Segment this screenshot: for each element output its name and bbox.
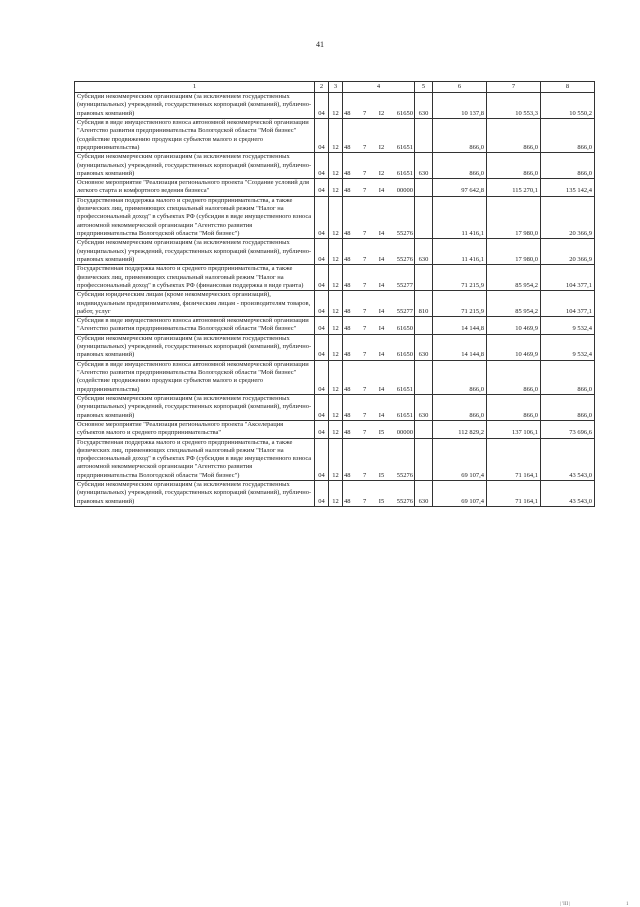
- target-article-code: [343, 93, 415, 119]
- amount-col7: 866,0: [487, 394, 541, 420]
- code-part: I4: [378, 411, 385, 419]
- column-header: 4: [343, 82, 415, 93]
- expense-type-code: [415, 179, 433, 197]
- target-article-code: [343, 420, 415, 438]
- table-row: [75, 394, 595, 420]
- subsection-code: 12: [329, 196, 343, 239]
- code-part: 48: [344, 307, 351, 315]
- code-part: 48: [344, 325, 351, 333]
- section-code: 04: [315, 265, 329, 291]
- column-header: 8: [541, 82, 595, 93]
- row-name: Субсидии некоммерческим организациям (за исключением государственных (муниципальных) учреждений, государственных корпораций (компаний), публично-правовых компаний): [75, 334, 315, 360]
- amount-col7: 85 954,2: [487, 291, 541, 317]
- amount-col8: 866,0: [541, 360, 595, 394]
- expense-type-code: 630: [415, 239, 433, 265]
- amount-col8: 10 550,2: [541, 93, 595, 119]
- code-part: I4: [378, 255, 385, 263]
- subsection-code: 12: [329, 265, 343, 291]
- section-code: 04: [315, 118, 329, 152]
- amount-col8: 9 532,4: [541, 334, 595, 360]
- code-part: I2: [378, 109, 385, 117]
- code-part: 61650: [396, 351, 413, 359]
- column-header: 6: [433, 82, 487, 93]
- amount-col6: 69 107,4: [433, 481, 487, 507]
- code-part: I4: [378, 385, 385, 393]
- code-part: 7: [363, 281, 367, 289]
- code-part: 61650: [396, 109, 413, 117]
- target-article-code: [343, 438, 415, 481]
- code-part: I4: [378, 351, 385, 359]
- amount-col6: 69 107,4: [433, 438, 487, 481]
- expense-type-code: [415, 360, 433, 394]
- amount-col6: 14 144,8: [433, 317, 487, 335]
- section-code: 04: [315, 317, 329, 335]
- amount-col8: 104 377,1: [541, 265, 595, 291]
- section-code: 04: [315, 239, 329, 265]
- subsection-code: 12: [329, 481, 343, 507]
- amount-col8: 20 366,9: [541, 239, 595, 265]
- amount-col7: 115 270,1: [487, 179, 541, 197]
- subsection-code: 12: [329, 239, 343, 265]
- budget-table: [74, 81, 595, 507]
- amount-col6: 866,0: [433, 360, 487, 394]
- code-part: 55276: [396, 471, 413, 479]
- subsection-code: 12: [329, 118, 343, 152]
- table-row: [75, 438, 595, 481]
- section-code: 04: [315, 179, 329, 197]
- target-article-code: [343, 153, 415, 179]
- code-part: 48: [344, 187, 351, 195]
- table-row: [75, 265, 595, 291]
- row-name: Субсидия в виде имущественного взноса автономной некоммерческой организации "Агентство развития предпринимательства Вологодской области "Мой бизнес" (содействие продвижению продукции субъектов малого и среднего предпринимательства): [75, 360, 315, 394]
- code-part: 55276: [396, 497, 413, 505]
- code-part: I4: [378, 325, 385, 333]
- target-article-code: [343, 481, 415, 507]
- code-part: 7: [363, 187, 367, 195]
- code-part: I4: [378, 281, 385, 289]
- section-code: 04: [315, 360, 329, 394]
- page-number: 41: [316, 40, 324, 49]
- code-part: 61651: [396, 385, 413, 393]
- subsection-code: 12: [329, 93, 343, 119]
- code-part: I4: [378, 307, 385, 315]
- code-part: I4: [378, 187, 385, 195]
- amount-col8: 866,0: [541, 118, 595, 152]
- section-code: 04: [315, 394, 329, 420]
- code-part: 48: [344, 497, 351, 505]
- target-article-code: [343, 317, 415, 335]
- table-row: [75, 317, 595, 335]
- subsection-code: 12: [329, 438, 343, 481]
- row-name: Субсидии некоммерческим организациям (за исключением государственных (муниципальных) учреждений, государственных корпораций (компаний), публично-правовых компаний): [75, 153, 315, 179]
- code-part: 7: [363, 255, 367, 263]
- code-part: 61651: [396, 143, 413, 151]
- code-part: 48: [344, 109, 351, 117]
- row-name: Субсидии некоммерческим организациям (за исключением государственных (муниципальных) учреждений, государственных корпораций (компаний), публично-правовых компаний): [75, 481, 315, 507]
- expense-type-code: 630: [415, 153, 433, 179]
- expense-type-code: [415, 438, 433, 481]
- row-name: Субсидии некоммерческим организациям (за исключением государственных (муниципальных) учреждений, государственных корпораций (компаний), публично-правовых компаний): [75, 394, 315, 420]
- amount-col6: 866,0: [433, 118, 487, 152]
- amount-col6: 10 137,8: [433, 93, 487, 119]
- amount-col8: 135 142,4: [541, 179, 595, 197]
- expense-type-code: 630: [415, 334, 433, 360]
- table-header-row: [75, 82, 595, 93]
- target-article-code: [343, 179, 415, 197]
- target-article-code: [343, 291, 415, 317]
- code-part: 55276: [396, 230, 413, 237]
- expense-type-code: [415, 118, 433, 152]
- amount-col8: 20 366,9: [541, 196, 595, 239]
- expense-type-code: [415, 317, 433, 335]
- code-part: I2: [378, 143, 385, 151]
- code-part: 7: [363, 351, 367, 359]
- row-name: Государственная поддержка малого и среднего предпринимательства, а также физических лиц, применяющих специальный налоговый режим "Налог на профессиональный доход" в субъектах РФ (субсидия в виде имущественного взноса автономной некоммерческой организации "Агентство развития предпринимательства Вологодской области "Мой бизнес"): [75, 438, 315, 481]
- code-part: 48: [344, 230, 351, 237]
- row-name: Государственная поддержка малого и среднего предпринимательства, а также физических лиц, применяющих специальный налоговый режим "Налог на профессиональный доход" в субъектах РФ (субсидия в виде имущественного взноса автономной некоммерческой организации "Агентство развития предпринимательства Вологодской области "Мой бизнес"): [75, 196, 315, 239]
- table-row: [75, 179, 595, 197]
- row-name: Государственная поддержка малого и среднего предпринимательства, а также физических лиц, применяющих специальный налоговый режим "Налог на профессиональный доход" в субъектах РФ (финансовая поддержка в виде гранта): [75, 265, 315, 291]
- amount-col7: 17 980,0: [487, 239, 541, 265]
- subsection-code: 12: [329, 317, 343, 335]
- section-code: 04: [315, 291, 329, 317]
- amount-col6: 866,0: [433, 394, 487, 420]
- code-part: 7: [363, 109, 367, 117]
- amount-col7: 85 954,2: [487, 265, 541, 291]
- code-part: 7: [363, 411, 367, 419]
- table-row: [75, 153, 595, 179]
- expense-type-code: 630: [415, 394, 433, 420]
- code-part: 48: [344, 169, 351, 177]
- amount-col8: 104 377,1: [541, 291, 595, 317]
- section-code: 04: [315, 420, 329, 438]
- amount-col7: 10 553,3: [487, 93, 541, 119]
- row-name: Субсидии юридическим лицам (кроме некоммерческих организаций), индивидуальным предпринимателям, физическим лицам - производителям товаров, работ, услуг: [75, 291, 315, 317]
- code-part: 00000: [396, 187, 413, 195]
- target-article-code: [343, 239, 415, 265]
- code-part: 55276: [396, 255, 413, 263]
- column-header: 2: [315, 82, 329, 93]
- amount-col7: 71 164,1: [487, 438, 541, 481]
- code-part: 7: [363, 497, 367, 505]
- amount-col6: 866,0: [433, 153, 487, 179]
- code-part: I4: [378, 230, 385, 237]
- table-row: [75, 196, 595, 239]
- code-part: 7: [363, 325, 367, 333]
- table-row: [75, 239, 595, 265]
- target-article-code: [343, 196, 415, 239]
- code-part: 48: [344, 411, 351, 419]
- amount-col7: 71 164,1: [487, 481, 541, 507]
- amount-col8: 43 543,0: [541, 481, 595, 507]
- row-name: Субсидия в виде имущественного взноса автономной некоммерческой организации "Агентство развития предпринимательства Вологодской области "Мой бизнес": [75, 317, 315, 335]
- target-article-code: [343, 394, 415, 420]
- row-name: Субсидия в виде имущественного взноса автономной некоммерческой организации "Агентство развития предпринимательства Вологодской области "Мой бизнес" (содействие продвижению продукции субъектов малого и среднего предпринимательства): [75, 118, 315, 152]
- code-part: 61651: [396, 169, 413, 177]
- code-part: 48: [344, 471, 351, 479]
- amount-col8: 73 696,6: [541, 420, 595, 438]
- section-code: 04: [315, 481, 329, 507]
- amount-col7: 10 469,9: [487, 334, 541, 360]
- code-part: I5: [378, 429, 385, 437]
- code-part: 61651: [396, 411, 413, 419]
- code-part: 00000: [396, 429, 413, 437]
- table-row: [75, 481, 595, 507]
- section-code: 04: [315, 334, 329, 360]
- amount-col7: 866,0: [487, 360, 541, 394]
- code-part: 48: [344, 429, 351, 437]
- section-code: 04: [315, 93, 329, 119]
- table-row: [75, 360, 595, 394]
- footer-mark: 1: [626, 902, 629, 907]
- section-code: 04: [315, 438, 329, 481]
- table-row: [75, 118, 595, 152]
- code-part: I5: [378, 471, 385, 479]
- section-code: 04: [315, 196, 329, 239]
- expense-type-code: 810: [415, 291, 433, 317]
- row-name: Основное мероприятие "Реализация регионального проекта "Создание условий для легкого старта и комфортного ведения бизнеса": [75, 179, 315, 197]
- code-part: 48: [344, 143, 351, 151]
- code-part: 61650: [396, 325, 413, 333]
- column-header: 7: [487, 82, 541, 93]
- amount-col8: 866,0: [541, 153, 595, 179]
- amount-col8: 9 532,4: [541, 317, 595, 335]
- amount-col7: 866,0: [487, 153, 541, 179]
- amount-col7: 10 469,9: [487, 317, 541, 335]
- amount-col6: 14 144,8: [433, 334, 487, 360]
- code-part: 48: [344, 385, 351, 393]
- code-part: I2: [378, 169, 385, 177]
- code-part: 7: [363, 429, 367, 437]
- expense-type-code: [415, 196, 433, 239]
- column-header: 1: [75, 82, 315, 93]
- code-part: 48: [344, 351, 351, 359]
- subsection-code: 12: [329, 179, 343, 197]
- column-header: 5: [415, 82, 433, 93]
- code-part: I5: [378, 497, 385, 505]
- target-article-code: [343, 360, 415, 394]
- row-name: Основное мероприятие "Реализация регионального проекта "Акселерация субъектов малого и среднего предпринимательства": [75, 420, 315, 438]
- table-row: [75, 420, 595, 438]
- amount-col7: 137 106,1: [487, 420, 541, 438]
- expense-type-code: [415, 420, 433, 438]
- target-article-code: [343, 265, 415, 291]
- amount-col6: 11 416,1: [433, 196, 487, 239]
- row-name: Субсидии некоммерческим организациям (за исключением государственных (муниципальных) учреждений, государственных корпораций (компаний), публично-правовых компаний): [75, 93, 315, 119]
- subsection-code: 12: [329, 360, 343, 394]
- amount-col6: 11 416,1: [433, 239, 487, 265]
- code-part: 7: [363, 471, 367, 479]
- amount-col8: 866,0: [541, 394, 595, 420]
- section-code: 04: [315, 153, 329, 179]
- amount-col7: 17 980,0: [487, 196, 541, 239]
- code-part: 7: [363, 307, 367, 315]
- code-part: 48: [344, 281, 351, 289]
- target-article-code: [343, 334, 415, 360]
- footer-mark: | 'III |: [560, 902, 571, 907]
- amount-col6: 97 642,8: [433, 179, 487, 197]
- code-part: 55277: [396, 307, 413, 315]
- table-row: [75, 93, 595, 119]
- code-part: 7: [363, 385, 367, 393]
- subsection-code: 12: [329, 291, 343, 317]
- expense-type-code: [415, 265, 433, 291]
- code-part: 7: [363, 230, 367, 237]
- code-part: 7: [363, 169, 367, 177]
- amount-col6: 71 215,9: [433, 265, 487, 291]
- subsection-code: 12: [329, 420, 343, 438]
- amount-col8: 43 543,0: [541, 438, 595, 481]
- table-row: [75, 291, 595, 317]
- code-part: 55277: [396, 281, 413, 289]
- subsection-code: 12: [329, 394, 343, 420]
- subsection-code: 12: [329, 153, 343, 179]
- table-row: [75, 334, 595, 360]
- expense-type-code: 630: [415, 481, 433, 507]
- target-article-code: [343, 118, 415, 152]
- amount-col6: 71 215,9: [433, 291, 487, 317]
- code-part: 7: [363, 143, 367, 151]
- column-header: 3: [329, 82, 343, 93]
- expense-type-code: 630: [415, 93, 433, 119]
- row-name: Субсидии некоммерческим организациям (за исключением государственных (муниципальных) учреждений, государственных корпораций (компаний), публично-правовых компаний): [75, 239, 315, 265]
- code-part: 48: [344, 255, 351, 263]
- amount-col7: 866,0: [487, 118, 541, 152]
- subsection-code: 12: [329, 334, 343, 360]
- amount-col6: 112 829,2: [433, 420, 487, 438]
